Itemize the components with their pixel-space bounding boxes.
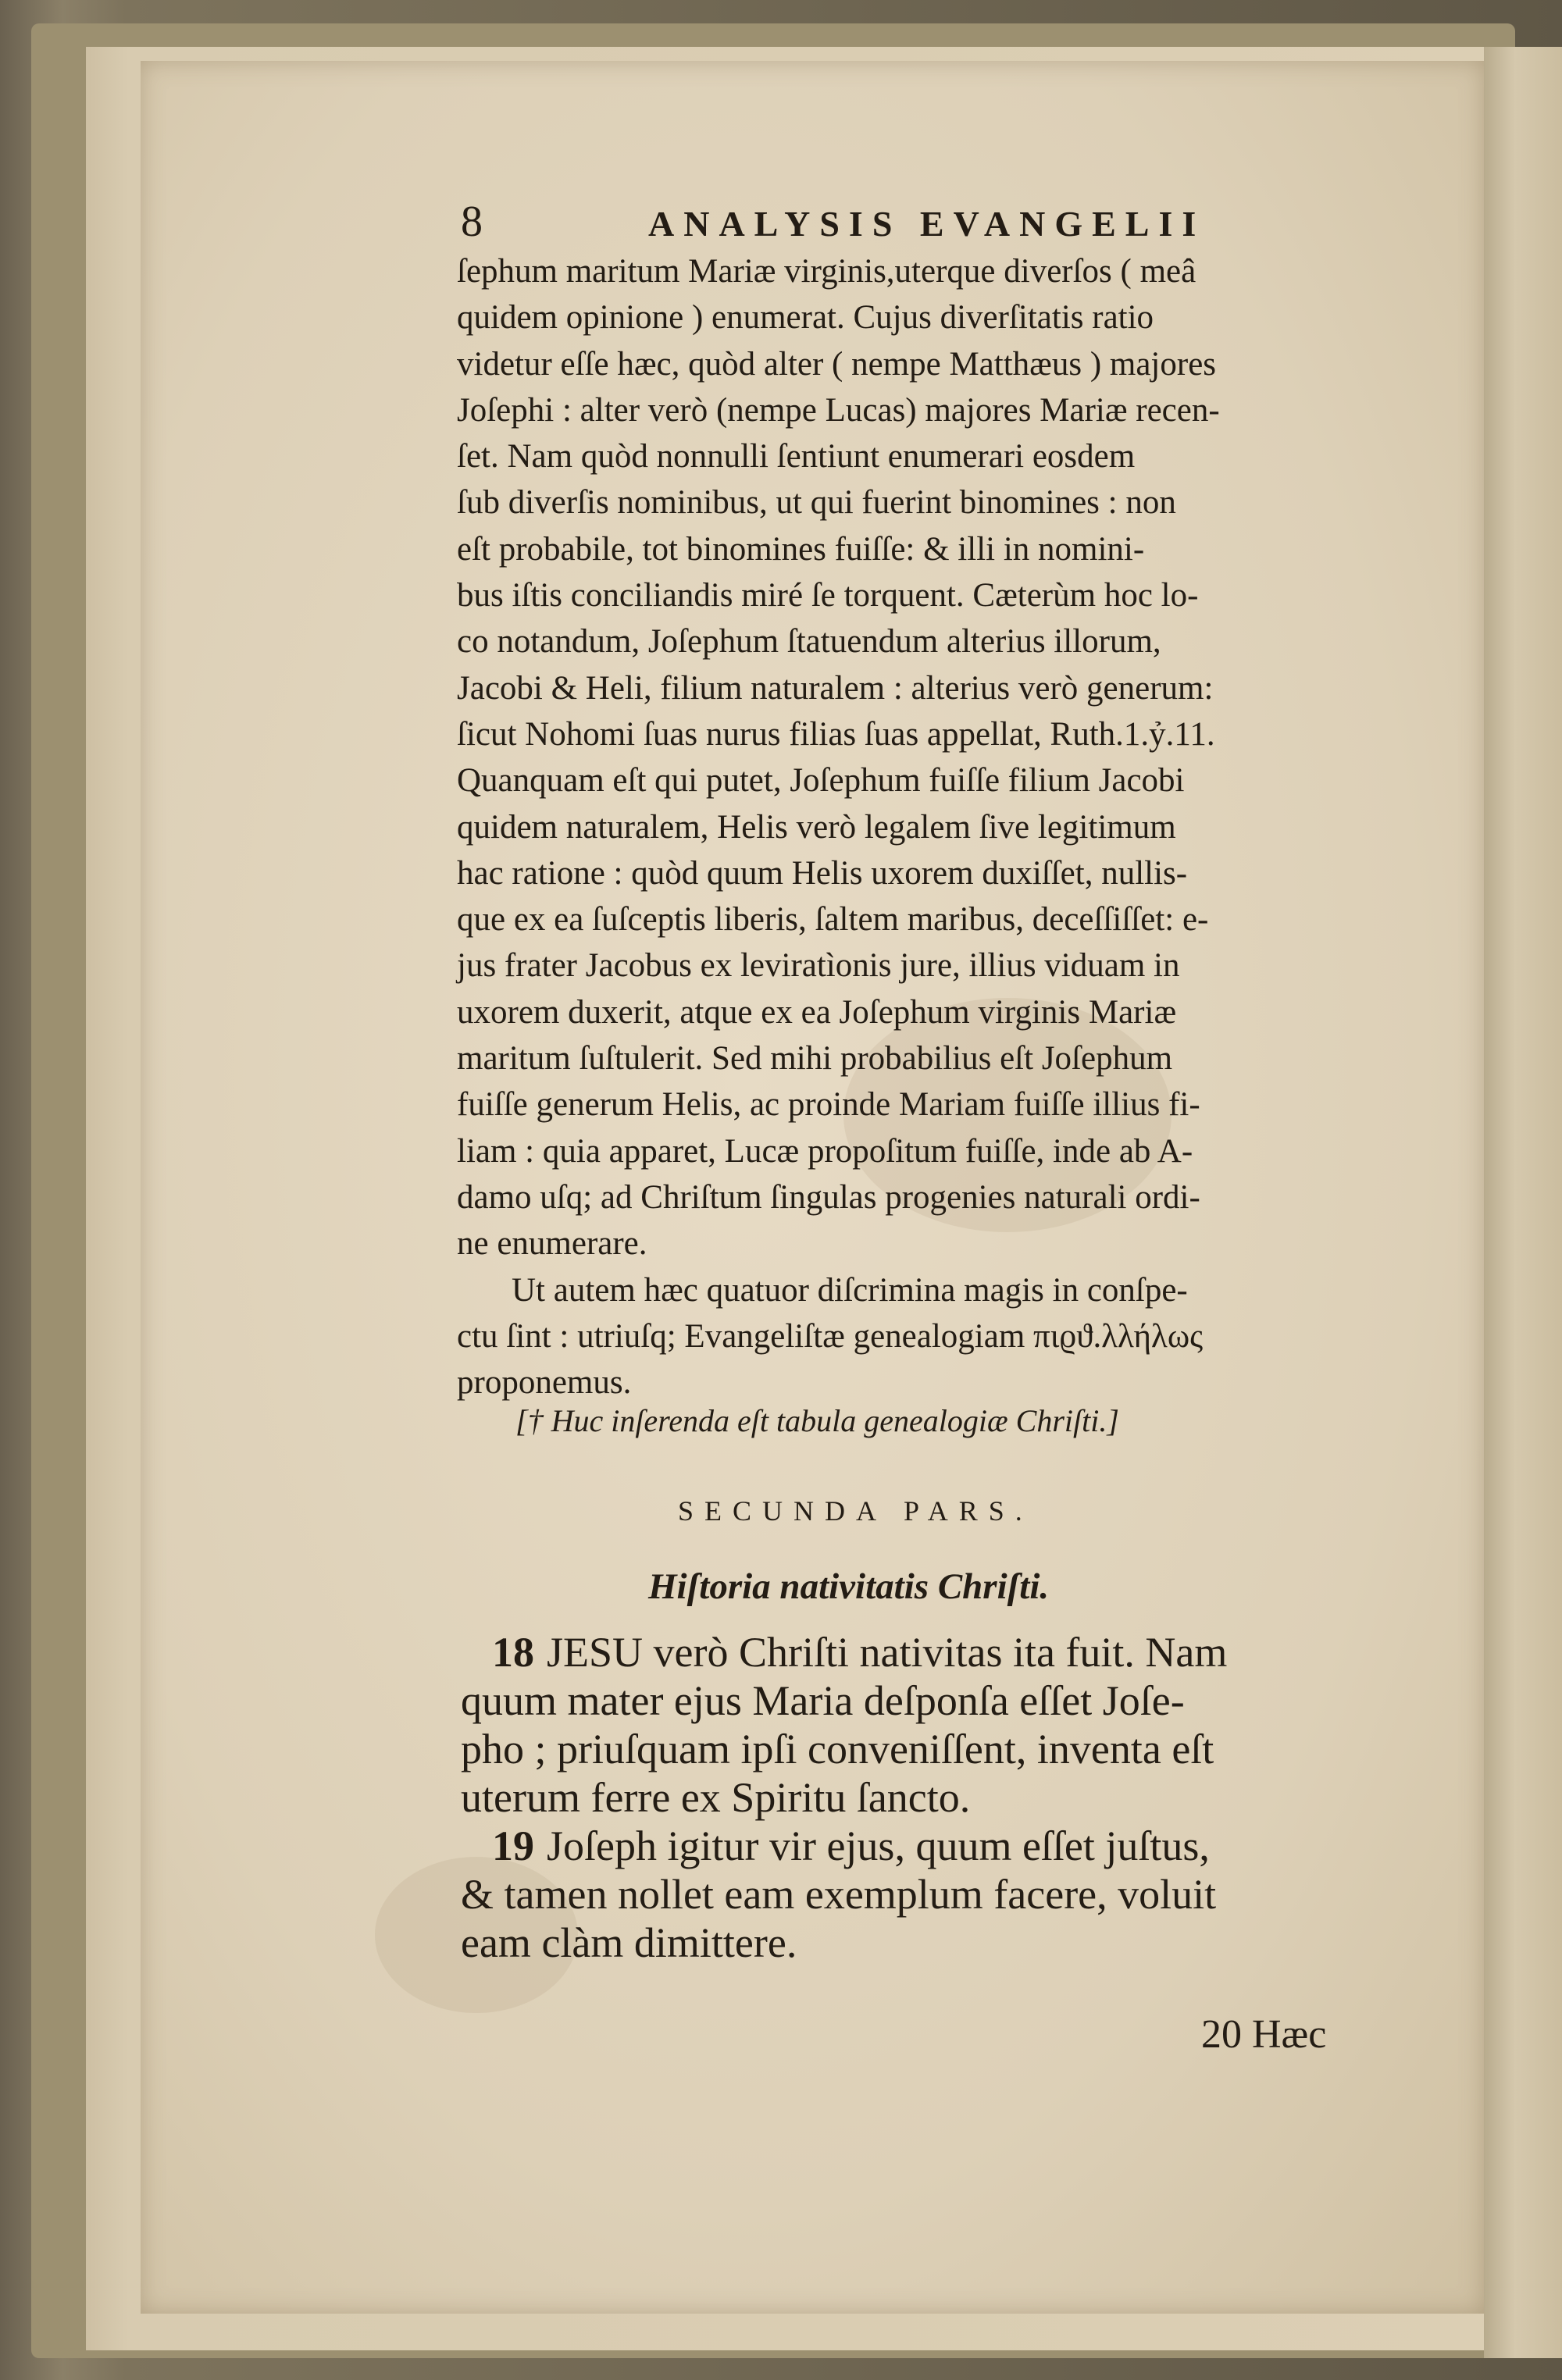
verse-text: Joſeph igitur vir ejus, quum eſſet juſtus,	[547, 1822, 1210, 1869]
verse-line: pho ; priuſquam ipſi conveniſſent, inventa eſt	[461, 1726, 1214, 1773]
text-line: videtur eſſe hæc, quòd alter ( nempe Matthæus ) majores	[457, 345, 1217, 383]
scripture-text	[461, 1628, 1441, 1967]
text-line: que ex ea ſuſceptis liberis, ſaltem maribus, deceſſiſſet: e-	[457, 901, 1209, 939]
running-head: ANALYSIS EVANGELII	[648, 204, 1206, 244]
text-line: Ut autem hæc quatuor diſcrimina magis in conſpe-	[512, 1271, 1188, 1309]
text-line: ſet. Nam quòd nonnulli ſentiunt enumerari eosdem	[457, 438, 1136, 476]
text-line: ſicut Nohomi ſuas nurus filias ſuas appellat, Ruth.1.ỷ.11.	[457, 715, 1215, 753]
text-line: quidem opinione ) enumerat. Cujus diverſitatis ratio	[457, 299, 1154, 337]
verse-text: JESU verò Chriſti nativitas ita fuit. Nam	[547, 1629, 1228, 1676]
folio-number: 8	[461, 198, 483, 246]
verse-line: eam clàm dimittere.	[461, 1919, 797, 1966]
verse-line: quum mater ejus Maria deſponſa eſſet Joſe-	[461, 1677, 1185, 1724]
text-line: co notandum, Joſephum ſtatuendum alterius illorum,	[457, 623, 1161, 661]
text-line: proponemus.	[457, 1364, 632, 1402]
text-line: jus frater Jacobus ex leviratìonis jure, illius viduam in	[457, 947, 1180, 985]
commentary-text	[457, 248, 1425, 1406]
pars-heading: SECUNDA PARS.	[678, 1495, 1033, 1527]
verse-line	[461, 1822, 1441, 1870]
verse-number: 19	[492, 1822, 534, 1869]
text-line: ne enumerare.	[457, 1225, 647, 1263]
text-line: damo uſq; ad Chriſtum ſingulas progenies naturali ordi-	[457, 1178, 1200, 1216]
verse-line: & tamen nollet eam exemplum facere, voluit	[461, 1871, 1217, 1918]
text-line: eſt probabile, tot binomines fuiſſe: & illi in nomini-	[457, 530, 1145, 568]
text-line: Joſephi : alter verò (nempe Lucas) majores Mariæ recen-	[457, 391, 1220, 429]
text-line: liam : quia apparet, Lucæ propoſitum fuiſſe, inde ab A-	[457, 1132, 1193, 1170]
text-line: Jacobi & Heli, filium naturalem : alterius verò generum:	[457, 669, 1214, 707]
verse-line	[461, 1628, 1441, 1676]
text-line: bus iſtis conciliandis miré ſe torquent. Cæterùm hoc lo-	[457, 577, 1199, 615]
text-line: quidem naturalem, Helis verò legalem ſive legitimum	[457, 808, 1176, 846]
text-line: uxorem duxerit, atque ex ea Joſephum virginis Mariæ	[457, 993, 1177, 1031]
text-line: hac ratione : quòd quum Helis uxorem duxiſſet, nullis-	[457, 854, 1188, 892]
text-line: Quanquam eſt qui putet, Joſephum fuiſſe filium Jacobi	[457, 762, 1185, 800]
facing-page-edge	[1484, 47, 1562, 2358]
section-title: Hiſtoria nativitatis Chriſti.	[648, 1566, 1050, 1607]
text-line: ctu ſint : utriuſq; Evangeliſtæ genealogiam πιϱϑ.λλήλως	[457, 1317, 1204, 1355]
text-line: ſub diverſis nominibus, ut qui fuerint binomines : non	[457, 484, 1176, 522]
text-line: maritum ſuſtulerit. Sed mihi probabilius eſt Joſephum	[457, 1040, 1173, 1078]
verse-number: 18	[492, 1629, 534, 1676]
verse-line: uterum ferre ex Spiritu ſancto.	[461, 1774, 971, 1821]
text-line: ſephum maritum Mariæ virginis,uterque diverſos ( meâ	[457, 253, 1196, 290]
insertion-note: [† Huc inſerenda eſt tabula genealogiæ Chriſti.]	[515, 1403, 1119, 1438]
catchword: 20 Hæc	[1201, 2012, 1327, 2057]
text-line: fuiſſe generum Helis, ac proinde Mariam fuiſſe illius fi-	[457, 1086, 1200, 1124]
